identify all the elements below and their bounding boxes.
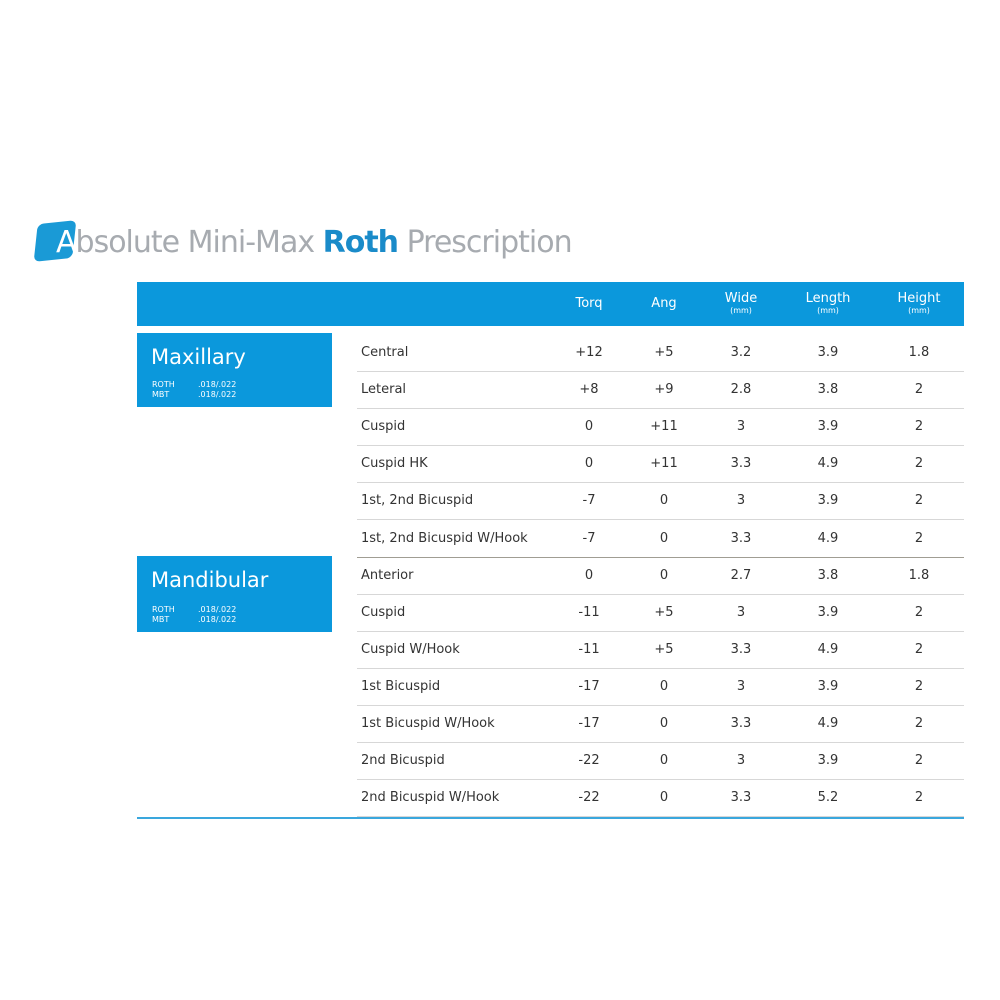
spec-value: .018/.022 [198,605,237,614]
row-wide-value: 2.7 [730,568,752,583]
row-height-value: 2 [914,753,924,768]
group-spec-row [152,605,236,615]
row-height-value: 2 [914,456,924,471]
header-height [874,282,964,326]
row-length-value: 5.2 [817,790,839,805]
header-wide-label: Wide [724,291,758,306]
row-length-value: 4.9 [817,456,839,471]
row-wide-value: 3.3 [730,716,752,731]
row-wide-value: 3 [736,493,746,508]
row-name: 1st Bicuspid W/Hook [361,716,495,731]
row-wide-value: 3 [736,679,746,694]
table-row [357,779,964,817]
row-ang-value: 0 [659,531,669,546]
row-length-value: 4.9 [817,531,839,546]
header-ang-label: Ang [651,296,677,311]
row-height-value: 2 [914,679,924,694]
table-bottom-divider [137,817,964,819]
row-length-value: 3.9 [817,345,839,360]
row-ang-value: +5 [654,605,674,620]
row-ang-value: 0 [659,790,669,805]
row-ang-value: +5 [654,345,674,360]
table-row [357,371,964,409]
row-name: 2nd Bicuspid [361,753,445,768]
row-height-value: 2 [914,493,924,508]
row-ang-value: +5 [654,642,674,657]
spec-value: .018/.022 [198,615,237,624]
table-row [357,445,964,483]
row-wide-value: 3 [736,605,746,620]
group-spec-row [152,390,236,400]
spec-value: .018/.022 [198,380,237,389]
row-wide-value: 3.3 [730,790,752,805]
row-ang-value: 0 [659,753,669,768]
row-wide-value: 3.3 [730,531,752,546]
table-row [357,742,964,780]
table-row [357,668,964,706]
group-maxillary [137,333,332,407]
header-length-label: Length [805,291,851,306]
row-length-value: 3.9 [817,679,839,694]
row-name: Anterior [361,568,414,583]
row-length-value: 4.9 [817,642,839,657]
row-height-value: 1.8 [908,568,930,583]
spec-label: MBT [152,615,170,624]
header-height-unit: (mm) [908,306,930,315]
group-name: Mandibular [151,568,269,592]
row-wide-value: 2.8 [730,382,752,397]
row-name: 2nd Bicuspid W/Hook [361,790,500,805]
row-name: 1st, 2nd Bicuspid [361,493,474,508]
row-torq-value: 0 [584,568,594,583]
row-torq-value: 0 [584,419,594,434]
row-torq-value: -22 [578,753,600,768]
row-height-value: 2 [914,605,924,620]
row-torq-value: -17 [578,679,600,694]
row-torq-value: -7 [582,531,596,546]
table-row [357,334,964,372]
row-height-value: 2 [914,716,924,731]
title-first-letter: A [56,225,76,260]
row-name: 1st, 2nd Bicuspid W/Hook [361,531,528,546]
row-wide-value: 3.3 [730,642,752,657]
header-length [782,282,874,326]
header-ang [628,282,700,326]
row-height-value: 2 [914,790,924,805]
header-torq-label: Torq [575,296,603,311]
row-height-value: 2 [914,531,924,546]
row-torq-value: +8 [579,382,599,397]
table-row [357,594,964,632]
row-name: Central [361,345,409,360]
row-name: Leteral [361,382,407,397]
row-ang-value: 0 [659,493,669,508]
row-height-value: 2 [914,382,924,397]
table-row [357,705,964,743]
header-height-label: Height [897,291,941,306]
spec-value: .018/.022 [198,390,237,399]
row-name: Cuspid HK [361,456,428,471]
header-wide-unit: (mm) [730,306,752,315]
row-wide-value: 3 [736,753,746,768]
row-torq-value: -22 [578,790,600,805]
row-name: Cuspid [361,605,406,620]
group-name: Maxillary [151,345,246,369]
table-row [357,482,964,520]
row-ang-value: 0 [659,716,669,731]
header-length-unit: (mm) [817,306,839,315]
row-wide-value: 3.3 [730,456,752,471]
table-row [357,631,964,669]
row-wide-value: 3.2 [730,345,752,360]
group-mandibular [137,556,332,632]
group-spec-row [152,615,236,625]
row-height-value: 1.8 [908,345,930,360]
row-name: Cuspid [361,419,406,434]
row-torq-value: +12 [575,345,603,360]
row-torq-value: 0 [584,456,594,471]
row-ang-value: +9 [654,382,674,397]
row-torq-value: -7 [582,493,596,508]
page-title [56,218,572,268]
row-height-value: 2 [914,419,924,434]
row-length-value: 3.9 [817,493,839,508]
spec-label: MBT [152,390,170,399]
row-torq-value: -11 [578,605,600,620]
table-header [137,282,964,326]
row-length-value: 3.8 [817,382,839,397]
row-length-value: 3.8 [817,568,839,583]
header-torq [550,282,628,326]
row-length-value: 3.9 [817,605,839,620]
header-wide [700,282,782,326]
table-row [357,520,964,558]
title-part-2: Prescription [398,225,572,260]
row-name: 1st Bicuspid [361,679,441,694]
title-part-1: bsolute Mini-Max [75,225,323,260]
row-length-value: 4.9 [817,716,839,731]
row-ang-value: 0 [659,679,669,694]
row-length-value: 3.9 [817,419,839,434]
title-accent: Roth [322,225,399,260]
row-ang-value: +11 [650,456,678,471]
table-row [357,408,964,446]
row-name: Cuspid W/Hook [361,642,460,657]
row-height-value: 2 [914,642,924,657]
row-ang-value: 0 [659,568,669,583]
row-ang-value: +11 [650,419,678,434]
row-length-value: 3.9 [817,753,839,768]
row-torq-value: -11 [578,642,600,657]
table-row [357,557,964,595]
group-spec-row [152,380,236,390]
row-wide-value: 3 [736,419,746,434]
spec-label: ROTH [152,605,175,614]
spec-label: ROTH [152,380,175,389]
row-torq-value: -17 [578,716,600,731]
